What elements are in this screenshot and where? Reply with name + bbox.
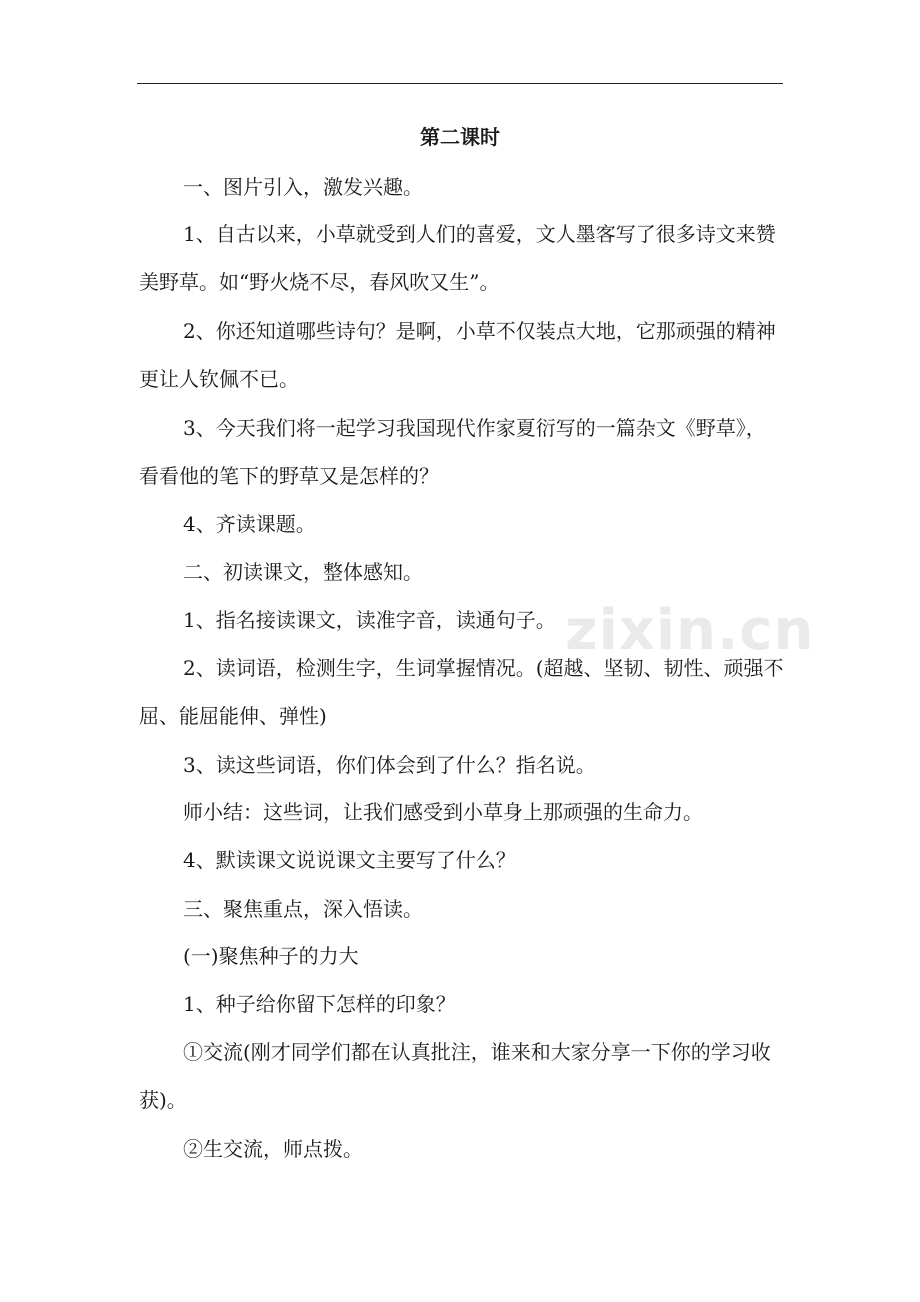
paragraph: ①交流(刚才同学们都在认真批注，谁来和大家分享一下你的学习收获)。	[139, 1040, 771, 1112]
paragraph: 3、读这些词语，你们体会到了什么？指名说。	[183, 753, 596, 777]
paragraph: 2、读词语，检测生字，生词掌握情况。(超越、坚韧、韧性、顽强不屈、能屈能伸、弹性)	[139, 656, 784, 728]
header-rule	[137, 83, 783, 84]
paragraph: 1、种子给你留下怎样的印象？	[183, 992, 456, 1016]
paragraph: 3、今天我们将一起学习我国现代作家夏衍写的一篇杂文《野草》，看看他的笔下的野草又是怎样的？	[139, 416, 766, 488]
paragraph: 4、齐读课题。	[183, 512, 316, 536]
section-heading: 一、图片引入，激发兴趣。	[183, 175, 423, 199]
section-heading: 二、初读课文，整体感知。	[183, 560, 423, 584]
section-heading: 三、聚焦重点，深入悟读。	[183, 897, 423, 921]
paragraph: 2、你还知道哪些诗句？是啊，小草不仅装点大地，它那顽强的精神更让人钦佩不已。	[139, 319, 776, 391]
watermark: zixin.cn	[565, 598, 815, 663]
subsection-heading: (一)聚焦种子的力大	[183, 944, 359, 968]
paragraph: ②生交流，师点拨。	[183, 1137, 363, 1161]
paragraph: 师小结：这些词，让我们感受到小草身上那顽强的生命力。	[183, 800, 703, 824]
paragraph: 1、指名接读课文，读准字音，读通句子。	[183, 608, 556, 632]
page-title: 第二课时	[420, 125, 500, 149]
paragraph: 1、自古以来，小草就受到人们的喜爱，文人墨客写了很多诗文来赞美野草。如“野火烧不尽，春风吹又生”。	[139, 222, 776, 294]
paragraph: 4、默读课文说说课文主要写了什么？	[183, 848, 516, 872]
